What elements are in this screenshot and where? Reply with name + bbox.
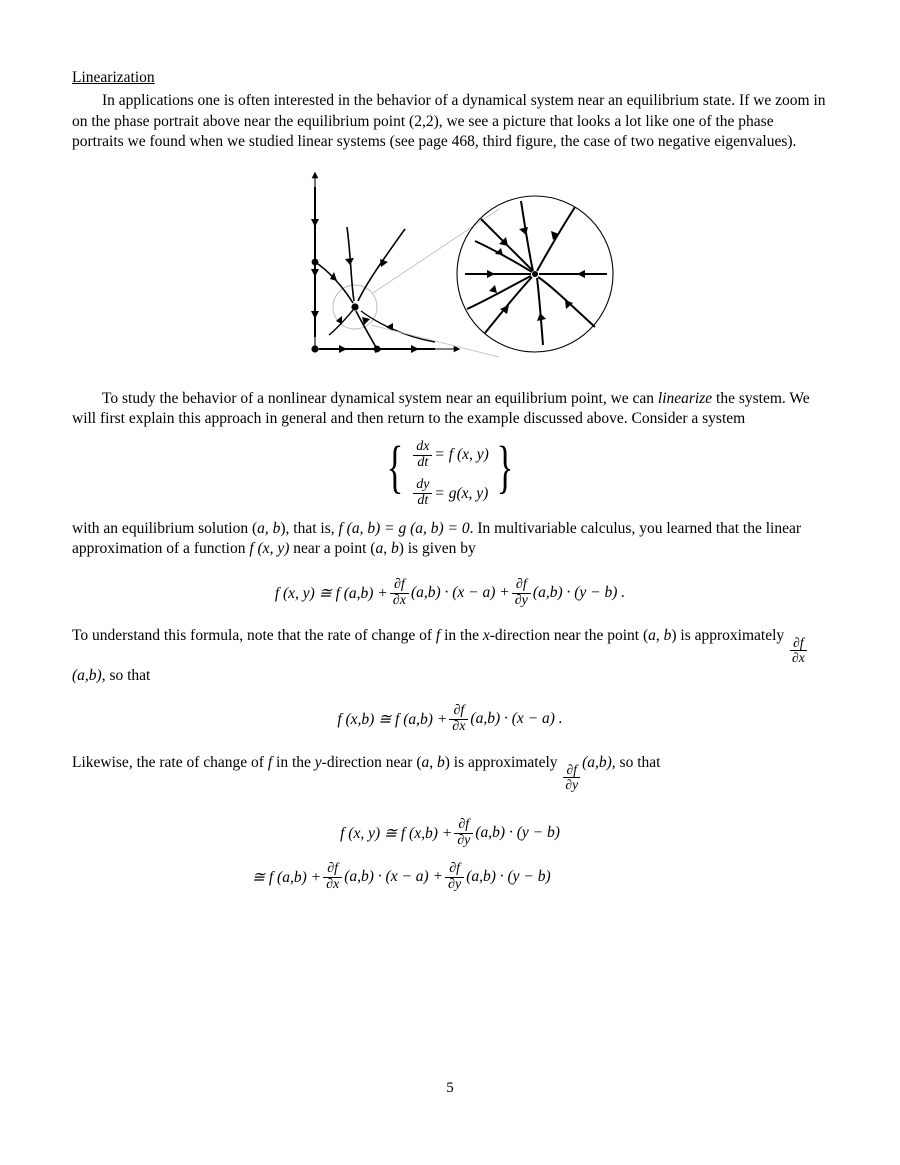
equilibrium-text-3: . In multivariable calculus, you learned that the linear approximation of a function [72, 519, 802, 558]
partial-f-num: ∂f [453, 703, 465, 719]
document-body [72, 68, 828, 893]
partial-f-num: ∂f [393, 576, 405, 592]
fxy-line1-lhs: f (x, y) ≅ f (x,b) + [340, 824, 453, 842]
equilibrium-text-1: with an equilibrium solution ( [72, 519, 258, 537]
equilibrium-text-5: ) is given by [398, 540, 476, 558]
inline-partial-f-partial-y [563, 763, 580, 792]
partial-y-den: ∂y [565, 776, 579, 792]
equilibrium-text-4: near a point ( [289, 540, 376, 558]
phase-portrait-svg [285, 167, 615, 367]
inline-partial-arg: (a,b) [582, 753, 612, 771]
rate-y-text-4: ) is approximately [444, 753, 558, 771]
rate-y-text-2: in the [272, 753, 315, 771]
dt-denominator: dt [417, 493, 429, 509]
var-b: b [437, 753, 445, 771]
function-fxy: f (x, y) [249, 540, 290, 558]
partial-x-den: ∂x [792, 650, 805, 666]
equation-fxy-line2 [72, 862, 900, 892]
linear-approx-row [275, 578, 625, 608]
rate-x-text-3: -direction near the point ( [489, 627, 649, 645]
partial-f-partial-x-fraction [390, 578, 409, 608]
partial-f-num: ∂f [566, 761, 577, 777]
system-line-2-rhs: = g(x, y) [434, 484, 489, 502]
equilibrium-text-2: ), that is, [280, 519, 339, 537]
partial-x-den: ∂x [326, 876, 340, 892]
partial-y-den: ∂y [448, 876, 462, 892]
fxy-line2-lhs: ≅ f (a,b) + [252, 868, 322, 886]
system-line-1 [411, 440, 489, 470]
system-line-1-rhs: = f (x, y) [434, 446, 489, 464]
fxy-line2-row [252, 862, 551, 892]
phase-portrait-figure [285, 167, 615, 367]
paragraph-linearize [72, 389, 828, 430]
rate-y-text-1: Likewise, the rate of change of [72, 753, 268, 771]
partial-x-den: ∂x [452, 718, 466, 734]
partial-f-num: ∂f [515, 576, 527, 592]
fxb-tail: (a,b) · (x − a) . [470, 710, 563, 728]
partial-f-num: ∂f [327, 861, 339, 877]
fxb-row [337, 704, 562, 734]
paragraph-linearize-part2: the system. We will first explain this approach in general and then return to the example discussed above. Consider a system [72, 389, 810, 428]
var-b: b [663, 627, 672, 645]
rate-y-text-3: -direction near ( [321, 753, 422, 771]
rate-x-text-2: in the [440, 627, 483, 645]
rate-x-text-4: ) is approximately [671, 627, 785, 645]
dx-numerator: dx [416, 438, 430, 454]
var-b: b [390, 540, 399, 558]
inline-partial-arg: (a,b) [72, 666, 102, 684]
section-heading: Linearization [72, 69, 155, 86]
equilibrium-equation-inline: f (a, b) = g (a, b) = 0 [338, 519, 470, 537]
dx-dt-fraction [413, 440, 432, 470]
system-lines [409, 440, 491, 509]
rate-x-text-1: To understand this formula, note that the rate of change of [72, 627, 436, 645]
var-a: a [421, 753, 430, 771]
partial-f-partial-x-fraction [449, 704, 468, 734]
paragraph-linearize-part1: To study the behavior of a nonlinear dynamical system near an equilibrium point, we can [102, 389, 658, 407]
linear-approx-mid: (a,b) · (x − a) + [410, 584, 510, 602]
inline-partial-f-partial-x [790, 636, 807, 665]
system-brace-group [381, 433, 518, 509]
linear-approx-tail: (a,b) · (y − b) . [532, 584, 626, 602]
partial-f-num: ∂f [449, 861, 461, 877]
var-y: y [314, 753, 322, 771]
var-b: b [272, 519, 281, 537]
right-brace: } [496, 433, 514, 499]
paragraph-equilibrium: with an equilibrium solution (a, b), that is, f (a, b) = g (a, b) = 0. In multivariable calculus, you learned that the linear approximation of a function f (x, y) near a point (a, b) is given by [72, 519, 802, 558]
var-x: x [482, 627, 490, 645]
figure-container [72, 167, 828, 367]
var-f: f [267, 753, 273, 771]
equation-fxy-line1 [72, 818, 828, 848]
fxy-line1-row [340, 818, 560, 848]
fxy-line2-tail: (a,b) · (y − b) [466, 868, 551, 886]
system-line-2 [411, 478, 489, 508]
rate-x-text-5: , so that [101, 666, 151, 684]
partial-y-den: ∂y [457, 832, 471, 848]
left-brace: { [386, 433, 404, 499]
equation-system [72, 433, 828, 509]
fxb-lhs: f (x,b) ≅ f (a,b) + [337, 710, 448, 728]
partial-f-num: ∂f [458, 816, 470, 832]
linear-approx-lhs: f (x, y) ≅ f (a,b) + [274, 584, 388, 602]
paragraph-linearize-italic: linearize [657, 389, 713, 407]
var-a: a [648, 627, 656, 645]
var-a: a [375, 540, 384, 558]
partial-y-den: ∂y [514, 592, 528, 608]
partial-x-den: ∂x [392, 592, 406, 608]
var-a: a [257, 519, 265, 537]
dy-numerator: dy [416, 477, 430, 493]
fxy-line2-mid: (a,b) · (x − a) + [344, 868, 444, 886]
paragraph-intro: In applications one is often interested in the behavior of a dynamical system near an equilibrium state. If we zoom in on the phase portrait above near the equilibrium point (2,2), we see a picture that looks a lot like one of the phase portraits we found when we studied linear systems (see page 468, third figure, the case of two negative eigenvalues). [72, 91, 826, 151]
partial-f-partial-x-fraction [323, 862, 342, 892]
var-f: f [435, 627, 441, 645]
partial-f-partial-y-fraction [445, 862, 464, 892]
paragraph-rate-x: To understand this formula, note that the rate of change of f in the x-direction near the point (a, b) is approximately $\frac{\partial f}{\partial x}$ (a,b), so that [72, 627, 805, 684]
equation-fxb [72, 704, 828, 734]
partial-f-partial-y-fraction [512, 578, 531, 608]
partial-f-partial-y-fraction [454, 818, 473, 848]
equation-linear-approximation [72, 578, 828, 608]
rate-y-text-5: , so that [611, 753, 661, 771]
fxy-line1-tail: (a,b) · (y − b) [475, 824, 560, 842]
paragraph-rate-y: Likewise, the rate of change of f in the y-direction near (a, b) is approximately $\frac{\partial f}{\partial y}$ (a,b), so that [72, 753, 661, 792]
page-number: 5 [446, 1080, 454, 1096]
dt-denominator: dt [417, 454, 429, 470]
dy-dt-fraction [413, 478, 432, 508]
partial-f-num: ∂f [793, 635, 804, 651]
